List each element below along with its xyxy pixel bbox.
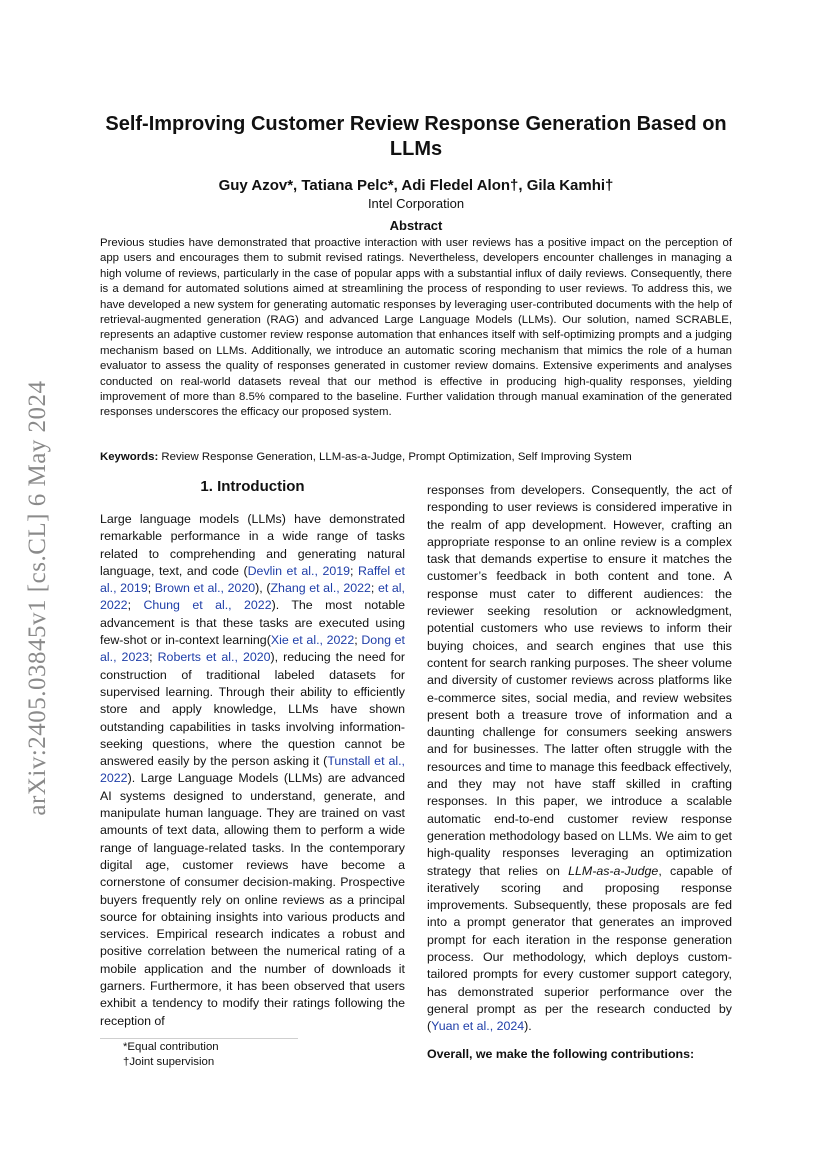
citation-link[interactable]: et al, 2022: [100, 581, 405, 613]
body-text: ). Large Language Models (LLMs) are advanced AI systems designed to understand, generate, and manipulate human language. They are trained on vast amounts of text data, allowing them to perform a wide range of language-related tasks. In the contemporary digital age, customer reviews have become a cornerstone of consumer decision-making. Prospective buyers frequently rely on online reviews as a principal source for obtaining insights into various products and services. Empirical research indicates a robust and positive correlation between the numerical rating of a mobile application and the number of downloads it garners. Furthermore, it has been observed that users exhibit a tendency to modify their ratings following the reception of: [100, 771, 405, 1028]
citation-link[interactable]: Xie et al., 2022: [270, 633, 355, 648]
arxiv-identifier-stamp: arXiv:2405.03845v1 [cs.CL] 6 May 2024: [24, 380, 51, 816]
citation-link[interactable]: Brown et al., 2020: [154, 581, 256, 596]
keywords-line: [100, 450, 732, 465]
body-text: ;: [147, 581, 155, 596]
citation-link[interactable]: Raffel et al., 2019: [100, 563, 405, 596]
footnotes: [123, 1040, 219, 1070]
body-text: ).: [524, 1019, 532, 1034]
intro-right-column: [427, 482, 732, 1036]
body-text: ;: [354, 633, 362, 648]
body-text: Large language models (LLMs) have demonstrated remarkable performance in a wide range of tasks related to comprehending and generating natural language, text, and code (: [100, 512, 405, 578]
contributions-lead: Overall, we make the following contributions:: [427, 1047, 695, 1061]
keywords-label: Keywords:: [100, 451, 159, 463]
citation-link[interactable]: Yuan et al., 2024: [431, 1019, 525, 1034]
paper-title: Self-Improving Customer Review Response Generation Based on LLMs: [105, 113, 727, 160]
body-text: ). The most notable advancement is that these tasks are executed using few-shot or in-context learning(: [100, 598, 405, 648]
intro-left-column: [100, 511, 405, 1030]
footnote-joint-supervision: †Joint supervision: [123, 1056, 215, 1068]
citation-link[interactable]: Roberts et al., 2020: [157, 650, 271, 665]
abstract-body: Previous studies have demonstrated that proactive interaction with user reviews has a positive impact on the perception of app users and encourages them to submit revised ratings. Nevertheless, developers encounter challenges in managing a high volume of reviews, particularly in the case of popular apps with a substantial influx of daily reviews. Consequently, there is a demand for automated solutions aimed at streamlining the process of responding to user reviews. To address this, we have developed a new system for generating automatic responses by leveraging user-contributed documents with the help of retrieval-augmented generation (RAG) and advanced Large Language Models (LLMs). Our solution, named SCRABLE, represents an adaptive customer review response automation that enhances itself with self-optimizing prompts and a judging mechanism based on LLMs. Additionally, we introduce an automatic scoring mechanism that mimics the role of a human evaluator to assess the quality of responses generated in customer review domains. Extensive experiments and analyses conducted on real-world datasets reveal that our method is effective in producing high-quality responses, yielding improvement of more than 8.5% compared to the baseline. Further validation through manual examination of the generated responses underscores the efficacy our proposed system.: [100, 237, 732, 419]
body-text: ;: [370, 581, 378, 596]
author-list: Guy Azov*, Tatiana Pelc*, Adi Fledel Alon†, Gila Kamhi†: [218, 177, 614, 194]
citation-link[interactable]: Dong et al., 2023: [100, 633, 405, 665]
citation-link[interactable]: Tunstall et al., 2022: [100, 754, 405, 786]
section-heading-introduction: 1. Introduction: [200, 478, 305, 495]
footnote-equal-contribution: *Equal contribution: [123, 1041, 219, 1053]
body-text: responses from developers. Consequently, the act of responding to user reviews is considered imperative in the realm of app development. However, crafting an appropriate response to an online review is a complex task that demands expertise to ensure it matches the customer’s feedback in both content and tone. A response must cater to different audiences: the reviewer seeking resolution or acknowledgment, potential customers who use reviews to inform their buying choices, and search engines that use this content for search ranking purposes. The sheer volume and diversity of customer reviews across platforms like e-commerce sites, social media, and review websites present both a treasure trove of information and a daunting challenge for consumers seeking answers and for businesses. The latter often struggle with the resources and time to manage this feedback effectively, and they may not have staff skilled in crafting responses. In this paper, we introduce a scalable automatic end-to-end customer review response generation methodology based on LLMs. We aim to get high-quality responses leveraging an optimization strategy that relies on: [427, 483, 732, 878]
citation-link[interactable]: Zhang et al., 2022: [270, 581, 371, 596]
citation-link[interactable]: Chung et al., 2022: [143, 598, 272, 613]
body-text: ;: [350, 563, 358, 578]
body-text: ), (: [255, 581, 271, 596]
author-affiliation: Intel Corporation: [367, 196, 465, 211]
citation-link[interactable]: Devlin et al., 2019: [247, 563, 351, 578]
body-text: , capable of iteratively scoring and proposing response improvements. Subsequently, these proposals are fed into a prompt generator that generates an improved prompt for each iteration in the response generation process. Our methodology, which deploys custom-tailored prompts for every customer support category, has demonstrated superior performance over the general prompt as per the research conducted by (: [427, 863, 732, 1034]
body-text: ;: [149, 650, 158, 665]
keywords-text: Review Response Generation, LLM-as-a-Judge, Prompt Optimization, Self Improving System: [158, 451, 632, 463]
emphasized-term: LLM-as-a-Judge: [568, 863, 659, 878]
body-text: ), reducing the need for construction of traditional labeled datasets for supervised learning. Through their ability to efficiently store and apply knowledge, LLMs have shown outstanding capabilities in tasks involving information-seeking questions, where the question cannot be answered easily by the person asking it (: [100, 650, 405, 769]
footnote-divider: [100, 1038, 298, 1039]
abstract-heading: Abstract: [389, 218, 443, 233]
body-text: ;: [127, 598, 144, 613]
